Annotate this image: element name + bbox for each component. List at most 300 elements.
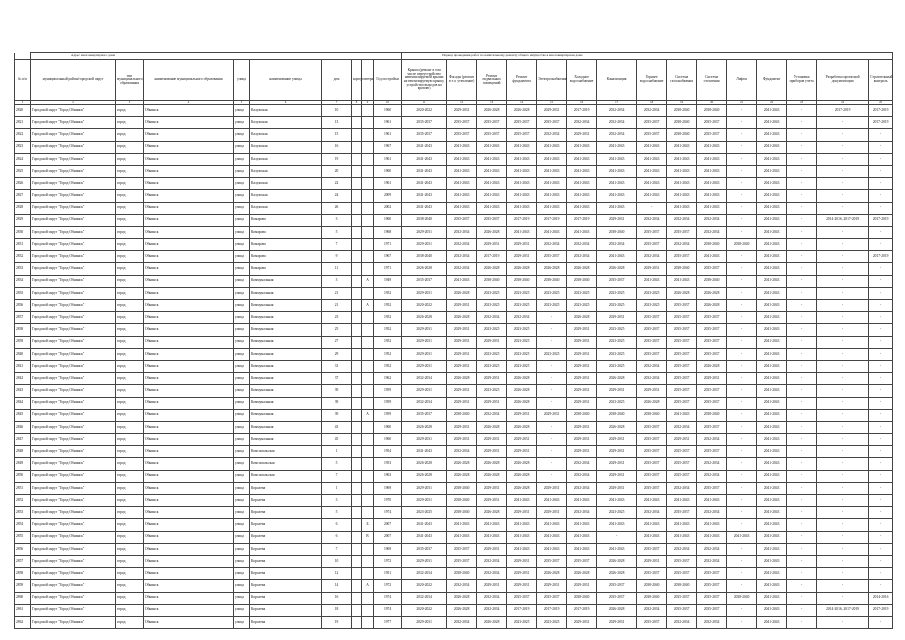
table-cell: 2023-2025 — [477, 324, 507, 336]
table-cell: 2023-2025 — [597, 287, 637, 299]
table-cell: 2861 — [15, 604, 31, 616]
table-cell: - — [727, 604, 757, 616]
table-cell: 2035-2037 — [637, 239, 667, 251]
table-cell: 2041-2043 — [477, 531, 507, 543]
table-cell: 2035-2037 — [697, 324, 727, 336]
column-header: Строительный контроль — [869, 60, 893, 101]
table-cell: 2029-2031 — [507, 434, 537, 446]
table-cell: 2035-2037 — [447, 555, 477, 567]
table-cell: - — [869, 507, 893, 519]
table-cell: 2029-2031 — [637, 385, 667, 397]
table-cell — [352, 604, 362, 616]
table-cell: 2023-2025 — [477, 287, 507, 299]
table-cell: 2041-2043 — [537, 190, 567, 202]
table-cell: 2041-2043 — [757, 604, 787, 616]
table-cell: 2029-2031 — [447, 360, 477, 372]
table-cell: улица — [234, 360, 250, 372]
table-cell: 2041-2043 — [757, 226, 787, 238]
table-cell: 2041-2043 — [637, 519, 667, 531]
table-cell: 2029-2031 — [477, 239, 507, 251]
table-cell: 2035-2037 — [402, 129, 447, 141]
table-cell: 2820 — [15, 105, 31, 117]
table-cell: 2035-2037 — [697, 580, 727, 592]
table-cell: 2026-2028 — [402, 421, 447, 433]
table-cell: - — [727, 251, 757, 263]
table-cell: - — [537, 312, 567, 324]
table-cell: - — [817, 275, 869, 287]
table-cell: 2035-2037 — [402, 275, 447, 287]
table-cell: 2029-2031 — [597, 470, 637, 482]
table-cell: 2041-2043 — [727, 531, 757, 543]
table-cell: 1960 — [374, 165, 402, 177]
column-header: Разработка проектной документации — [817, 60, 869, 101]
table-cell: - — [787, 190, 817, 202]
table-cell: 2850 — [15, 470, 31, 482]
table-cell: 2032-2034 — [402, 373, 447, 385]
table-cell: - — [727, 324, 757, 336]
table-cell: 2821 — [15, 117, 31, 129]
table-cell: Обнинск — [144, 275, 234, 287]
table-row — [15, 226, 893, 238]
table-cell: - — [787, 470, 817, 482]
table-cell: 2026-2028 — [402, 263, 447, 275]
table-cell: 2041-2043 — [697, 495, 727, 507]
table-cell: Обнинск — [144, 105, 234, 117]
table-cell: Обнинск — [144, 397, 234, 409]
table-cell: 2841 — [15, 360, 31, 372]
table-cell: 1967 — [374, 251, 402, 263]
capital-repair-register — [14, 52, 892, 629]
table-cell: - — [869, 287, 893, 299]
table-cell: 2041-2043 — [697, 519, 727, 531]
table-cell: - — [787, 531, 817, 543]
table-cell: 2017-2019 — [567, 604, 597, 616]
table-cell: 2035-2037 — [637, 458, 667, 470]
table-cell: 2041-2043 — [477, 202, 507, 214]
table-cell: 2035-2037 — [447, 129, 477, 141]
table-cell: город — [116, 336, 144, 348]
table-cell: - — [787, 141, 817, 153]
table-cell: Городской округ "Город Обнинск" — [31, 251, 116, 263]
table-cell: 19 — [322, 616, 352, 628]
table-cell: 2035-2037 — [667, 348, 697, 360]
column-number: 9 — [362, 101, 374, 105]
table-cell: Городской округ "Город Обнинск" — [31, 604, 116, 616]
table-cell: - — [727, 141, 757, 153]
table-cell: - — [727, 397, 757, 409]
table-cell: 2823 — [15, 141, 31, 153]
table-cell: 2845 — [15, 409, 31, 421]
table-cell: 2026-2028 — [477, 263, 507, 275]
table-cell: 2041-2043 — [697, 531, 727, 543]
table-cell: город — [116, 397, 144, 409]
table-row — [15, 275, 893, 287]
table-cell — [352, 129, 362, 141]
table-cell: город — [116, 385, 144, 397]
table-cell — [352, 141, 362, 153]
table-cell: 2041-2043 — [757, 251, 787, 263]
table-cell: 2007 — [374, 531, 402, 543]
table-cell: 2032-2034 — [477, 568, 507, 580]
table-cell: Обнинск — [144, 385, 234, 397]
table-cell: - — [727, 385, 757, 397]
table-cell: 2023-2025 — [402, 507, 447, 519]
table-cell: 2035-2037 — [507, 129, 537, 141]
table-cell: - — [787, 105, 817, 117]
table-cell: 2026-2028 — [507, 397, 537, 409]
table-cell: Городской округ "Город Обнинск" — [31, 178, 116, 190]
table-cell — [362, 263, 374, 275]
table-cell: 2023-2025 — [537, 287, 567, 299]
table-cell: 2862 — [15, 616, 31, 628]
table-cell: 2029-2031 — [567, 434, 597, 446]
table-cell: 2029-2031 — [567, 446, 597, 458]
table-cell: 2858 — [15, 568, 31, 580]
table-cell: 2041-2043 — [697, 153, 727, 165]
table-cell: 2032-2034 — [697, 214, 727, 226]
table-cell: 2026-2028 — [567, 568, 597, 580]
table-cell — [352, 434, 362, 446]
table-cell: Обнинск — [144, 214, 234, 226]
table-cell: 2026-2028 — [447, 373, 477, 385]
table-cell: 2035-2037 — [667, 446, 697, 458]
table-cell: 2029-2031 — [402, 434, 447, 446]
table-cell: город — [116, 360, 144, 372]
table-cell: 2035-2037 — [667, 397, 697, 409]
table-cell: 2035-2037 — [667, 373, 697, 385]
table-cell: 2041-2043 — [402, 446, 447, 458]
table-row — [15, 421, 893, 433]
table-cell: 2029-2031 — [477, 336, 507, 348]
table-cell: 1970 — [374, 495, 402, 507]
table-cell: 2017-2019 — [817, 105, 869, 117]
table-cell — [352, 360, 362, 372]
table-cell: 2041-2043 — [597, 165, 637, 177]
table-cell: 2038-2040 — [667, 117, 697, 129]
table-cell: 2020-2022 — [402, 580, 447, 592]
table-cell: Городской округ "Город Обнинск" — [31, 507, 116, 519]
table-row — [15, 446, 893, 458]
table-cell: 2035-2037 — [667, 507, 697, 519]
table-cell: улица — [234, 470, 250, 482]
table-cell: 2035-2037 — [637, 348, 667, 360]
column-number: 18 — [637, 101, 667, 105]
table-cell: - — [787, 153, 817, 165]
table-cell: 2041-2043 — [567, 531, 597, 543]
table-cell: 2032-2034 — [667, 214, 697, 226]
table-cell: 2041-2043 — [477, 178, 507, 190]
column-number: 10 — [374, 101, 402, 105]
table-cell: город — [116, 482, 144, 494]
table-cell — [362, 482, 374, 494]
table-cell — [352, 482, 362, 494]
table-cell: 2041-2043 — [567, 202, 597, 214]
table-cell: - — [787, 495, 817, 507]
table-row — [15, 604, 893, 616]
column-number: 1 — [15, 101, 31, 105]
table-cell: 2029-2031 — [567, 360, 597, 372]
table-cell: город — [116, 421, 144, 433]
table-cell: Калужская — [250, 129, 322, 141]
column-header: Фундамент — [757, 60, 787, 101]
table-cell: 2032-2034 — [567, 482, 597, 494]
table-cell — [352, 165, 362, 177]
table-cell: Городской округ "Город Обнинск" — [31, 555, 116, 567]
table-cell: улица — [234, 507, 250, 519]
table-cell: Калужская — [250, 105, 322, 117]
table-cell: - — [727, 263, 757, 275]
table-cell: улица — [234, 385, 250, 397]
column-header: Фасады (ремонт в т.ч. утепление) — [447, 60, 477, 101]
table-cell: 2032-2034 — [567, 458, 597, 470]
table-cell: 2032-2034 — [667, 543, 697, 555]
table-cell: 2026-2028 — [507, 105, 537, 117]
table-cell: - — [869, 202, 893, 214]
table-cell: - — [869, 129, 893, 141]
table-cell: - — [787, 251, 817, 263]
column-header: дом — [322, 60, 352, 101]
table-cell: город — [116, 348, 144, 360]
table-cell: 2026-2028 — [477, 470, 507, 482]
table-cell — [352, 214, 362, 226]
table-cell: - — [787, 373, 817, 385]
table-cell: - — [787, 360, 817, 372]
table-cell: - — [869, 446, 893, 458]
table-cell: 2032-2034 — [447, 239, 477, 251]
table-cell: 2023-2025 — [477, 300, 507, 312]
table-cell: 2026-2028 — [697, 287, 727, 299]
table-cell: 2029-2031 — [597, 616, 637, 628]
table-cell: Городской округ "Город Обнинск" — [31, 409, 116, 421]
table-cell: - — [817, 434, 869, 446]
table-cell: - — [787, 336, 817, 348]
table-cell: Обнинск — [144, 153, 234, 165]
table-cell: 2035-2037 — [537, 251, 567, 263]
table-cell: Обнинск — [144, 263, 234, 275]
table-cell: 2023-2025 — [597, 300, 637, 312]
table-cell: 2035-2037 — [402, 409, 447, 421]
table-cell: Коммунальная — [250, 275, 322, 287]
table-cell: 2041-2043 — [597, 519, 637, 531]
table-cell: 2041-2043 — [402, 165, 447, 177]
table-cell: Городской округ "Город Обнинск" — [31, 336, 116, 348]
table-cell: 2026-2028 — [597, 373, 637, 385]
table-cell: 2020-2022 — [402, 105, 447, 117]
table-cell: 2035-2037 — [667, 336, 697, 348]
table-row — [15, 385, 893, 397]
table-cell: 2041-2043 — [637, 165, 667, 177]
table-cell: 2029-2031 — [507, 555, 537, 567]
table-cell: 2041-2043 — [757, 117, 787, 129]
table-cell: 2041-2043 — [537, 165, 567, 177]
table-cell: 2029-2031 — [567, 580, 597, 592]
table-cell: - — [817, 568, 869, 580]
table-cell: 16 — [322, 141, 352, 153]
table-cell: 1961 — [374, 129, 402, 141]
table-cell: 2023-2025 — [507, 336, 537, 348]
table-cell: - — [817, 409, 869, 421]
table-cell: 2846 — [15, 421, 31, 433]
table-cell: - — [869, 458, 893, 470]
table-cell: 2041-2043 — [597, 190, 637, 202]
table-cell: 37 — [322, 373, 352, 385]
table-cell: 2029-2031 — [402, 495, 447, 507]
column-header: литера — [362, 60, 374, 101]
table-cell: - — [787, 287, 817, 299]
table-cell: 2038-2040 — [667, 129, 697, 141]
table-cell: 2032-2034 — [697, 616, 727, 628]
table-cell: улица — [234, 555, 250, 567]
table-cell: 39 — [322, 409, 352, 421]
table-cell: 2032-2034 — [402, 568, 447, 580]
table-cell — [352, 555, 362, 567]
table-cell: 2032-2034 — [537, 239, 567, 251]
table-cell: 2035-2037 — [637, 482, 667, 494]
table-cell: 2038-2040 — [477, 275, 507, 287]
table-cell: 2035-2037 — [667, 458, 697, 470]
table-cell: - — [727, 300, 757, 312]
table-cell: - — [869, 226, 893, 238]
table-cell: улица — [234, 336, 250, 348]
table-cell: город — [116, 616, 144, 628]
table-cell — [352, 397, 362, 409]
table-cell — [362, 129, 374, 141]
address-group-header: Адрес многоквартирного дома — [31, 53, 402, 60]
table-cell: Комарова — [250, 214, 322, 226]
table-cell: - — [817, 519, 869, 531]
table-cell: 2041-2043 — [757, 519, 787, 531]
table-cell: 24 — [322, 190, 352, 202]
table-cell: 45 — [322, 434, 352, 446]
table-cell: Коммунальная — [250, 348, 322, 360]
table-cell: улица — [234, 178, 250, 190]
table-cell: - — [869, 568, 893, 580]
table-cell: - — [817, 312, 869, 324]
table-cell: 2032-2034 — [447, 226, 477, 238]
table-cell: 2002 — [374, 202, 402, 214]
table-cell: Обнинск — [144, 592, 234, 604]
table-cell: Обнинск — [144, 555, 234, 567]
table-cell: Городской округ "Город Обнинск" — [31, 275, 116, 287]
table-row — [15, 555, 893, 567]
table-cell: - — [727, 226, 757, 238]
table-cell — [352, 495, 362, 507]
table-cell: город — [116, 519, 144, 531]
table-cell: 11 — [322, 263, 352, 275]
column-header: Ремонт подвальных помещений — [477, 60, 507, 101]
table-cell: - — [537, 385, 567, 397]
table-cell: 2026-2028 — [697, 360, 727, 372]
table-cell: 2035-2037 — [697, 421, 727, 433]
table-cell: - — [787, 226, 817, 238]
table-cell: Комарова — [250, 239, 322, 251]
table-cell: 2032-2034 — [697, 434, 727, 446]
table-cell: 14 — [322, 580, 352, 592]
table-cell: 2035-2037 — [697, 604, 727, 616]
column-header: наименование муниципального образования — [144, 60, 234, 101]
table-cell: - — [817, 616, 869, 628]
table-cell: 2026-2028 — [402, 312, 447, 324]
table-cell — [362, 165, 374, 177]
table-cell: 1952 — [374, 287, 402, 299]
table-cell: 2032-2034 — [637, 105, 667, 117]
table-cell: 1954 — [374, 446, 402, 458]
table-cell — [362, 616, 374, 628]
table-cell: 1959 — [374, 385, 402, 397]
table-cell: 1 — [322, 482, 352, 494]
table-cell: город — [116, 555, 144, 567]
table-cell: Городской округ "Город Обнинск" — [31, 263, 116, 275]
table-cell: - — [787, 214, 817, 226]
table-cell: 2029-2031 — [477, 446, 507, 458]
table-cell: Городской округ "Город Обнинск" — [31, 226, 116, 238]
table-cell: Обнинск — [144, 287, 234, 299]
table-cell: 2041-2043 — [597, 141, 637, 153]
table-cell: 2026-2028 — [537, 263, 567, 275]
table-cell: 2038-2040 — [597, 409, 637, 421]
table-cell: город — [116, 117, 144, 129]
table-cell: 2032-2034 — [637, 360, 667, 372]
table-cell: 2032-2034 — [637, 507, 667, 519]
table-cell: Обнинск — [144, 604, 234, 616]
table-cell: улица — [234, 592, 250, 604]
table-cell: 5 — [322, 507, 352, 519]
table-cell: Коммунальная — [250, 385, 322, 397]
table-cell: 2834 — [15, 275, 31, 287]
table-cell: Обнинск — [144, 336, 234, 348]
column-number: 19 — [667, 101, 697, 105]
table-row — [15, 153, 893, 165]
table-cell: 2035-2037 — [697, 129, 727, 141]
table-cell: 2029-2031 — [567, 385, 597, 397]
table-cell: город — [116, 324, 144, 336]
table-cell: улица — [234, 604, 250, 616]
table-cell: 2041-2043 — [402, 178, 447, 190]
table-cell: - — [817, 482, 869, 494]
table-cell: 2041-2043 — [667, 519, 697, 531]
table-cell: - — [727, 482, 757, 494]
table-cell: - — [869, 336, 893, 348]
table-cell: 2026-2028 — [567, 312, 597, 324]
table-cell: Калужская — [250, 141, 322, 153]
table-cell: 2032-2034 — [637, 604, 667, 616]
table-cell: 2041-2043 — [507, 519, 537, 531]
table-cell: 1952 — [374, 300, 402, 312]
column-header: Лифты — [727, 60, 757, 101]
table-cell: 2041-2043 — [757, 129, 787, 141]
table-cell — [352, 446, 362, 458]
table-cell: - — [727, 117, 757, 129]
table-cell: 2029-2031 — [402, 555, 447, 567]
table-cell: - — [787, 555, 817, 567]
table-cell: 2029-2031 — [447, 434, 477, 446]
table-cell: 2041-2043 — [757, 190, 787, 202]
table-cell: 1972 — [374, 580, 402, 592]
table-cell: 1960 — [374, 421, 402, 433]
table-cell: 12 — [322, 568, 352, 580]
table-cell: 2041-2043 — [507, 543, 537, 555]
table-row — [15, 312, 893, 324]
table-cell: - — [869, 178, 893, 190]
table-cell: 2023-2025 — [567, 287, 597, 299]
table-row — [15, 141, 893, 153]
table-cell: 2029-2031 — [507, 568, 537, 580]
table-cell: 2041-2043 — [757, 263, 787, 275]
column-number: 24 — [817, 101, 869, 105]
table-cell: - — [727, 202, 757, 214]
table-cell — [352, 226, 362, 238]
table-cell: 2029-2031 — [537, 409, 567, 421]
